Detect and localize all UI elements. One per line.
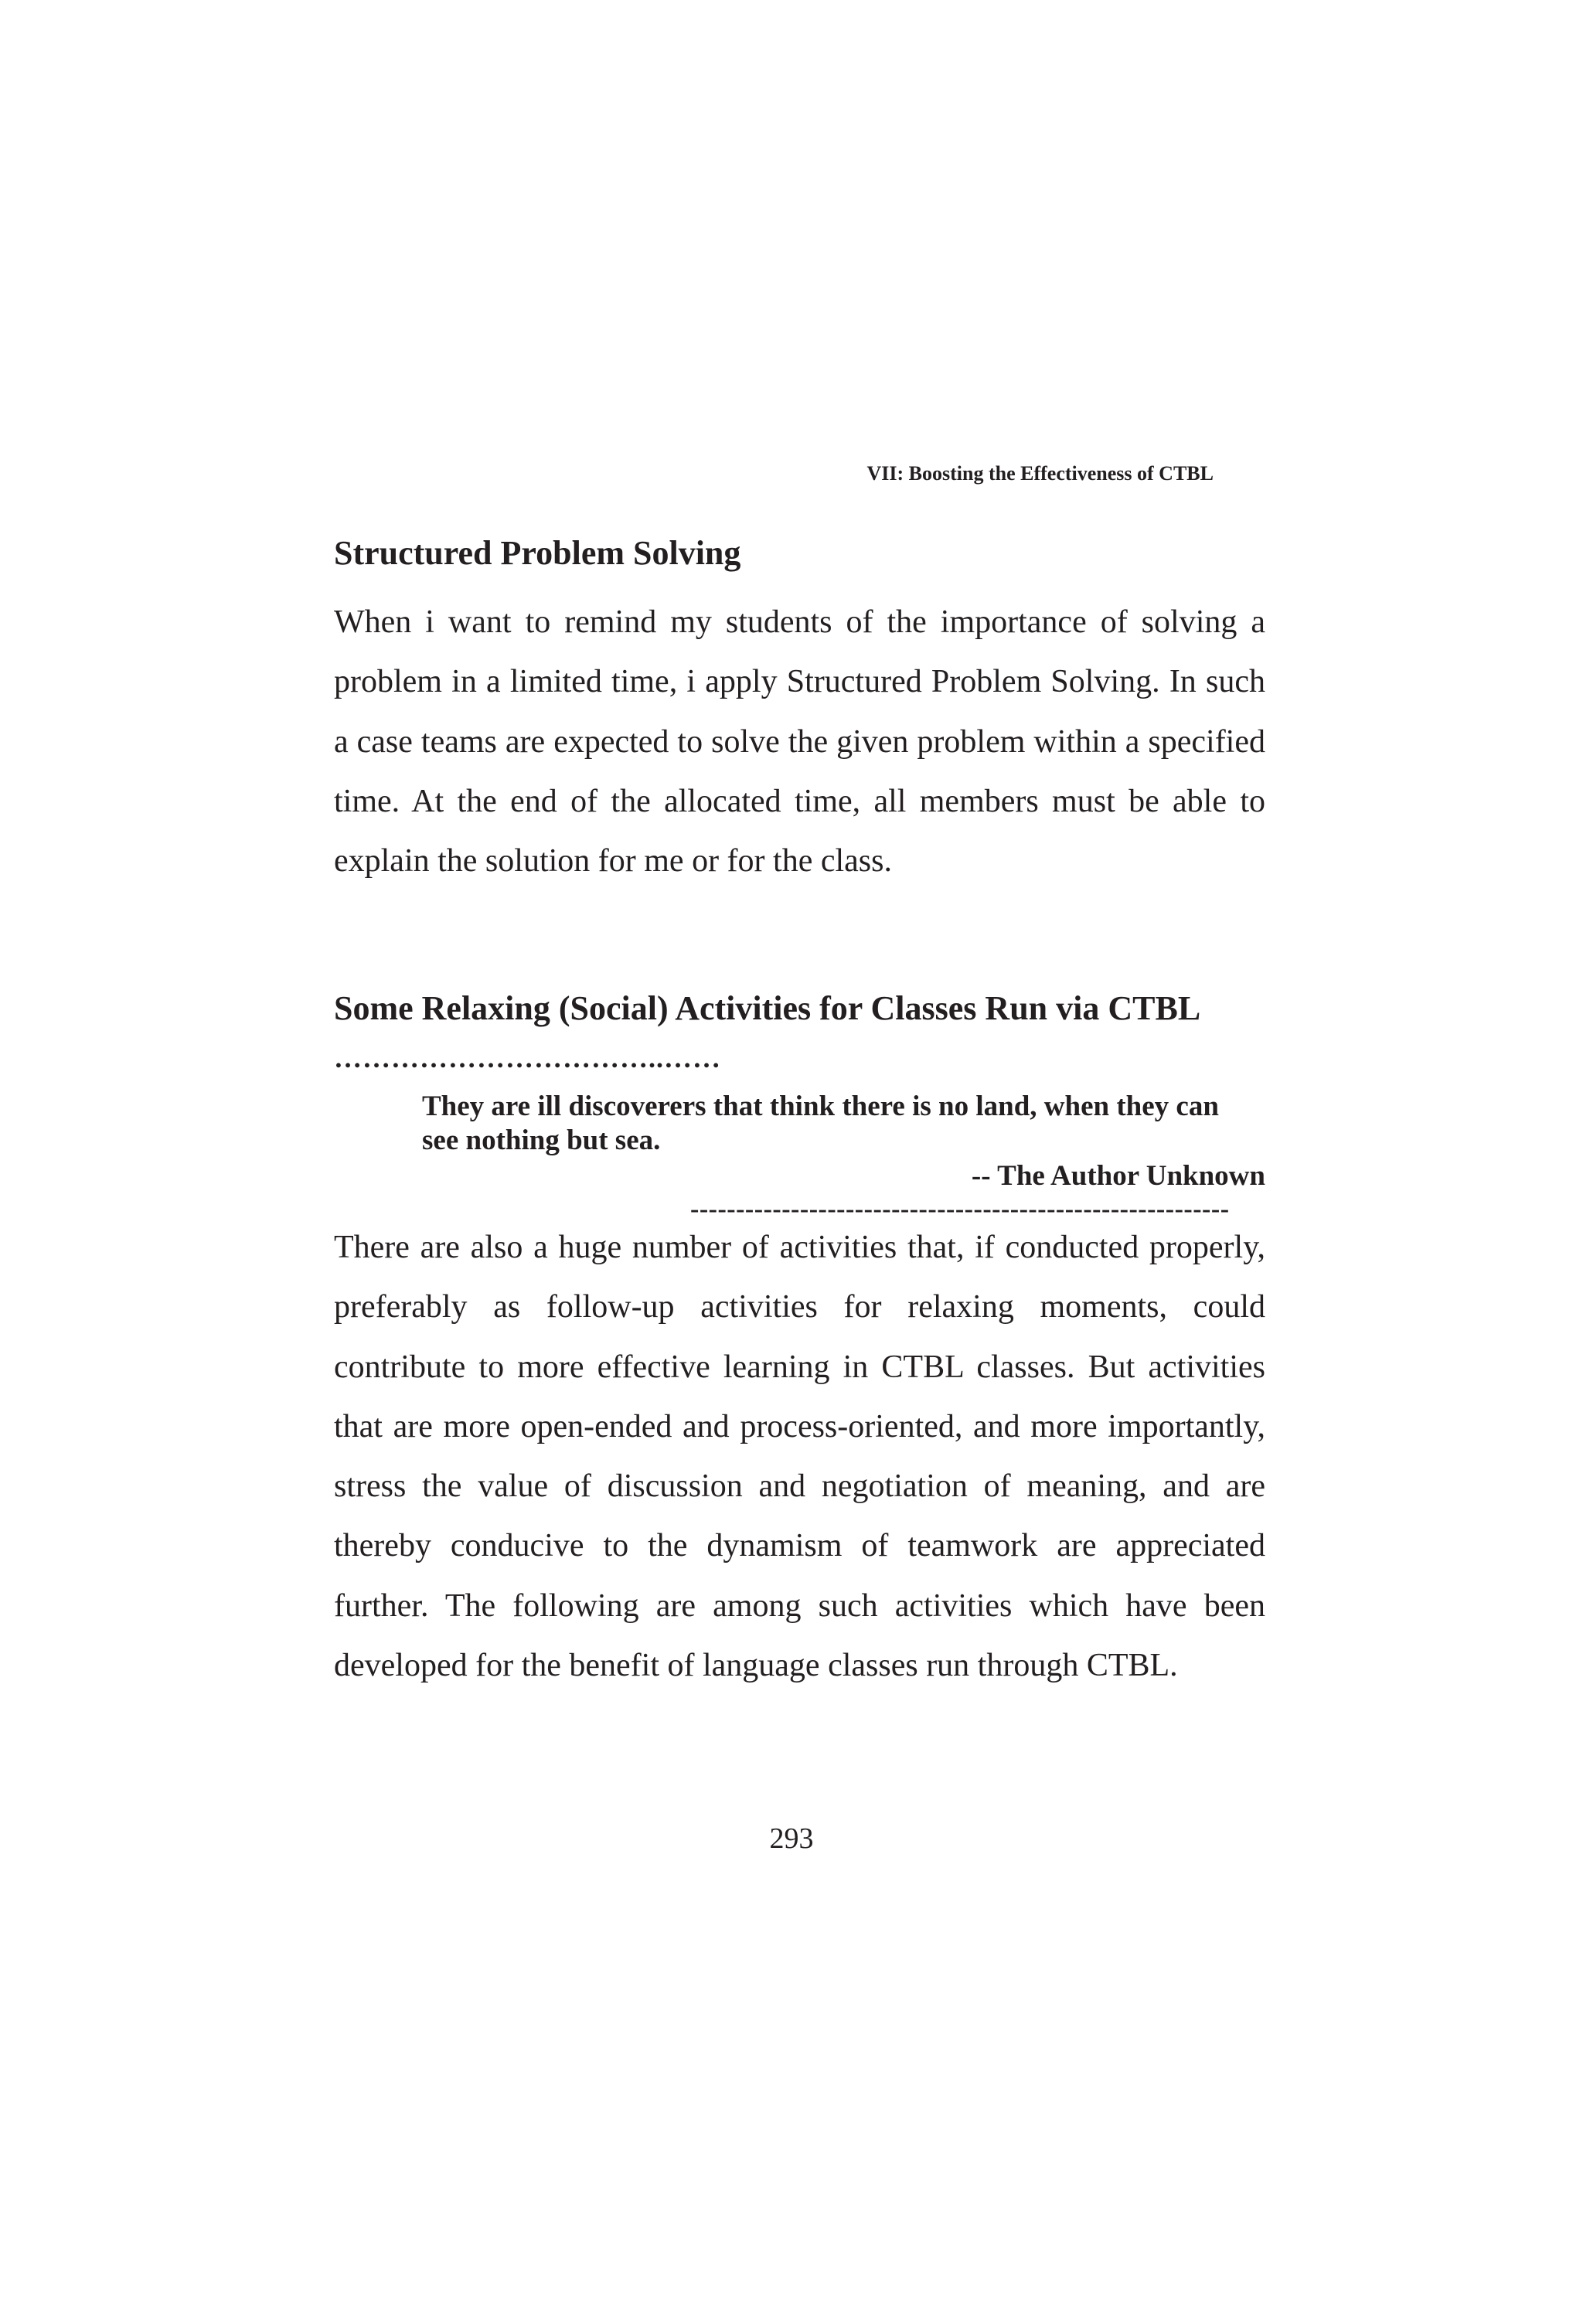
paragraph-relaxing-activities: There are also a huge number of activities that, if conducted properly, preferably as follow-up activities for relaxing moments, could contribute to more effective learning in CTBL classes. But activities that are more open-ended and process-oriented, and more importantly, stress the value of discussion and negotiation of meaning, and are thereby conducive to the dynamism of teamwork are appreciated further. The following are among such activities which have been developed for the benefit of language classes run through CTBL. bbox=[334, 1230, 1265, 1684]
section-heading-structured-problem-solving: Structured Problem Solving bbox=[334, 534, 741, 572]
dotted-separator: ……………………………..…… bbox=[334, 1043, 721, 1074]
page-number: 293 bbox=[769, 1822, 814, 1855]
epigraph-quote: They are ill discoverers that think there is no land, when they can see nothing but sea. bbox=[422, 1091, 1219, 1156]
epigraph-attribution: -- The Author Unknown bbox=[971, 1160, 1265, 1192]
running-header: VII: Boosting the Effectiveness of CTBL bbox=[866, 462, 1214, 485]
paragraph-structured-problem-solving: When i want to remind my students of the importance of solving a problem in a limited time, i apply Structured Problem Solving. In such a case teams are expected to solve the given problem within a specified time. At the end of the allocated time, all members must be able to explain the solution for me or for the class. bbox=[334, 604, 1265, 880]
section-heading-relaxing-activities: Some Relaxing (Social) Activities for Classes Run via CTBL bbox=[334, 989, 1201, 1027]
dashed-separator: ----------------------------------------------------------- bbox=[690, 1195, 1230, 1223]
